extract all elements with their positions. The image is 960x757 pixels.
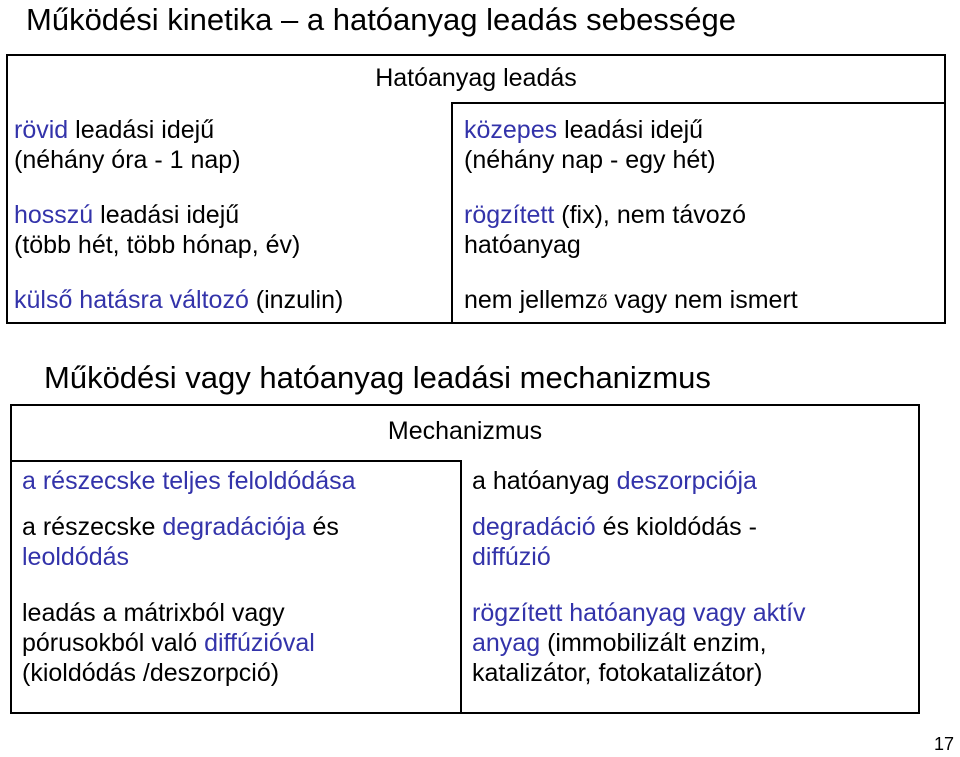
cell-line [22,628,315,658]
text-run: ő [597,292,608,312]
cell-line [464,115,716,145]
cell-line [14,285,343,315]
text-run: (néhány nap - egy hét) [464,146,716,174]
cell-line [22,512,339,542]
cell-line [22,598,315,628]
page-number: 17 [933,734,954,754]
text-run: leadási idejű [93,201,240,229]
t2-right-2 [472,598,806,688]
t1-left-0 [14,115,241,175]
cell-line [14,145,241,175]
text-run: (több hét, több hónap, év) [14,231,301,259]
t1-right-2 [464,285,798,317]
text-run: rögzített hatóanyag vagy aktív [472,599,806,627]
cell-line [472,466,757,496]
text-run: vagy nem ismert [607,286,798,314]
text-run: (néhány óra - 1 nap) [14,146,241,174]
text-run: leoldódás [22,543,130,571]
cell-line [22,466,356,496]
section-subtitle: Működési vagy hatóanyag leadási mechanizmus [44,360,711,395]
text-run: diffúzióval [204,629,315,657]
text-run: (fix), nem távozó [554,201,747,229]
cell-line [22,542,339,572]
cell-line [464,230,746,260]
cell-line [472,512,757,542]
t2-right-1 [472,512,757,572]
text-run: anyag [472,629,541,657]
cell-line [472,628,806,658]
cell-line [14,200,300,230]
text-run: (kioldódás /deszorpció) [22,659,280,687]
t1-right-0 [464,115,716,175]
t1-right-1 [464,200,746,260]
text-run: és [305,513,339,541]
mechanism-table-header: Mechanizmus [387,417,543,445]
cell-line [464,145,716,175]
t2-left-1 [22,512,339,572]
text-run: rögzített [464,201,555,229]
t1-left-2 [14,285,343,315]
text-run: pórusokból való [22,629,205,657]
text-run: hosszú [14,201,94,229]
cell-line [22,658,315,688]
text-run: külső hatásra változó [14,286,249,314]
cell-line [472,658,806,688]
cell-line [14,230,300,260]
t2-right-0 [472,466,757,496]
text-run: degradációja [162,513,306,541]
release-rate-table-header: Hatóanyag leadás [375,64,577,92]
text-run: leadási idejű [68,116,215,144]
t2-left-2 [22,598,315,688]
t1-left-1 [14,200,300,260]
cell-line [464,200,746,230]
text-run: katalizátor, fotokatalizátor) [472,659,763,687]
text-run: degradáció [472,513,596,541]
cell-line [14,115,241,145]
text-run: (inzulin) [248,286,344,314]
text-run: diffúzió [472,543,551,571]
page-title: Működési kinetika – a hatóanyag leadás sebessége [26,2,737,37]
t2-left-0 [22,466,356,496]
text-run: leadás a mátrixból vagy [22,599,285,627]
cell-line [472,598,806,628]
text-run: hatóanyag [464,231,581,259]
cell-line [472,542,757,572]
text-run: rövid [14,116,69,144]
text-run: a részecske teljes feloldódása [22,467,356,495]
text-run: leadási idejű [557,116,704,144]
text-run: és kioldódás - [595,513,757,541]
text-run: (immobilizált enzim, [540,629,767,657]
text-run: a hatóanyag [472,467,617,495]
text-run: deszorpciója [616,467,757,495]
cell-line [464,285,798,317]
text-run: közepes [464,116,558,144]
text-run: a részecske [22,513,163,541]
text-run: nem jellemz [464,286,598,314]
